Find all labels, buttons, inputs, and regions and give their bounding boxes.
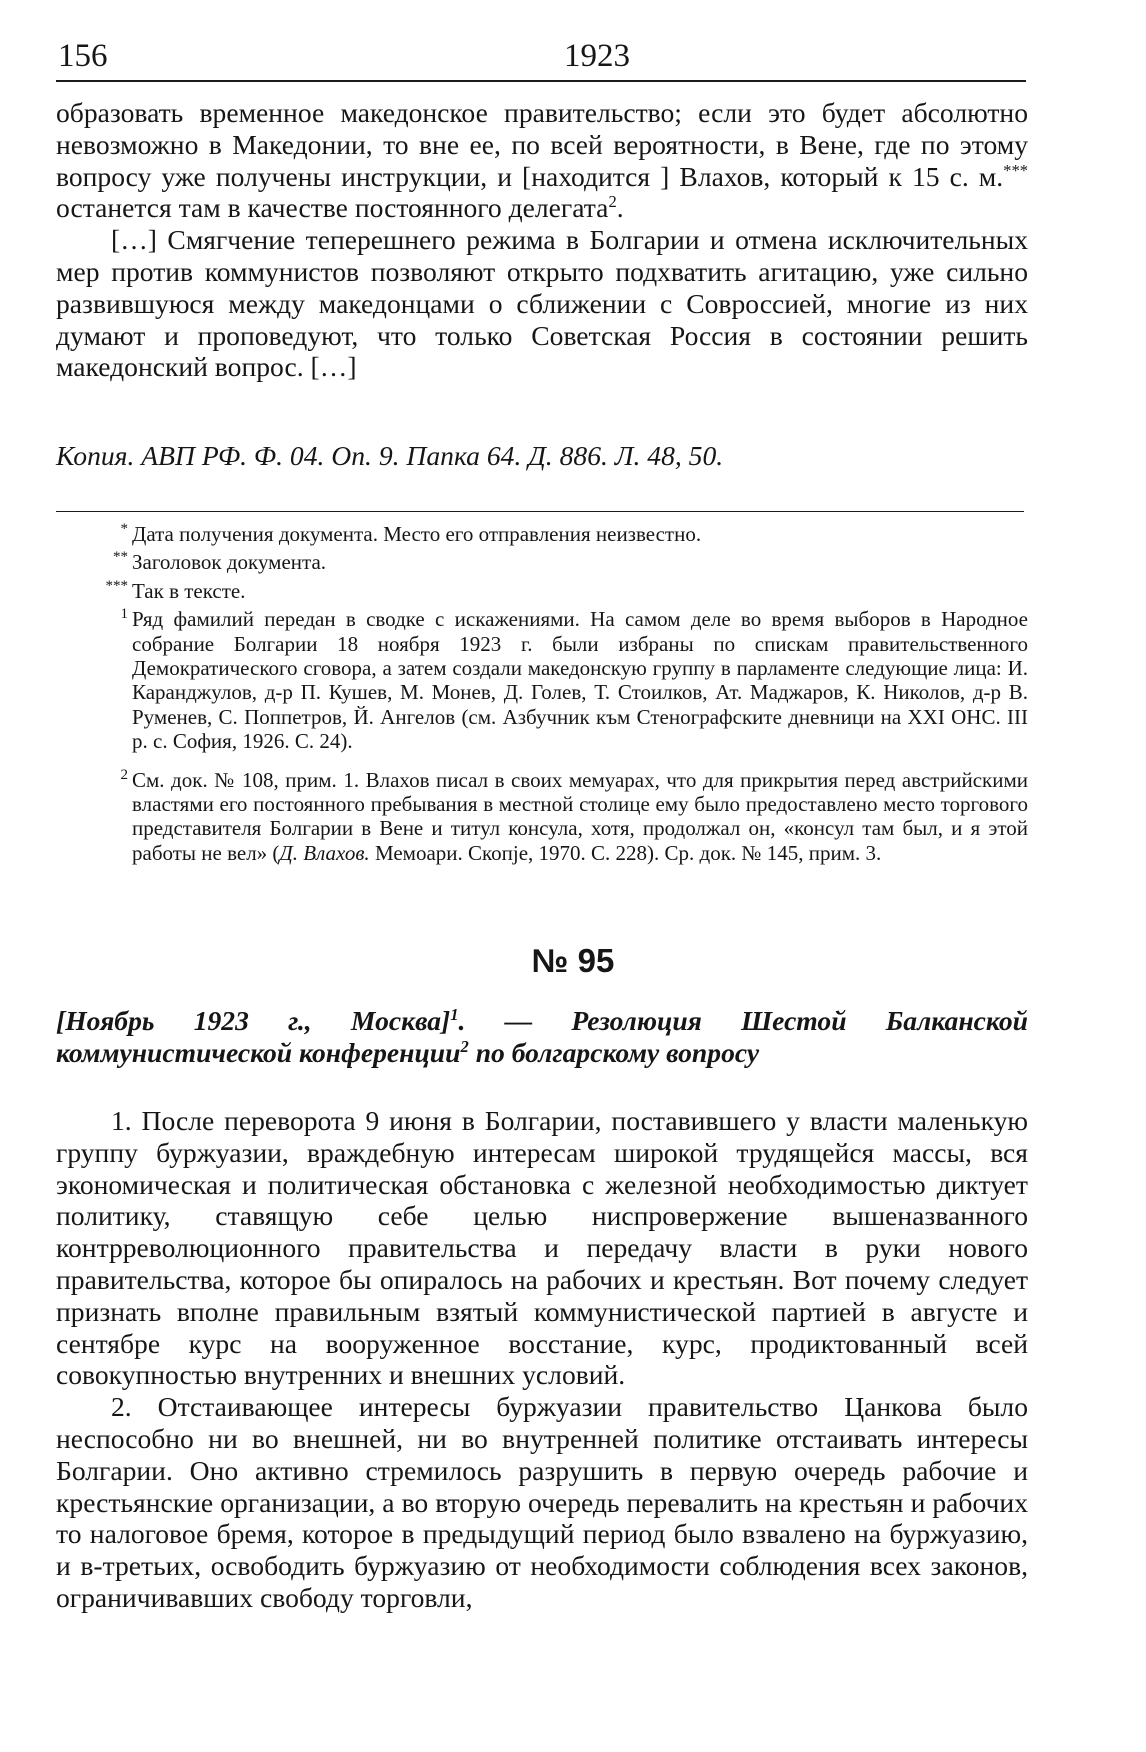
footnote: ** Заголовок документа. <box>56 550 1028 574</box>
paragraph: […] Смягчение теперешнего режима в Болгарии и отмена исключительных мер против коммунистов позволяют открыто подхватить агитацию, уже сильно развившуюся между македонцами о сближении с Совроссией, многие из них думают и проповедуют, что только Советская Россия в состоянии решить македонский вопрос. […] <box>56 224 1028 383</box>
page-header <box>56 36 1026 82</box>
archive-source: Копия. АВП РФ. Ф. 04. Оп. 9. Папка 64. Д. 886. Л. 48, 50. <box>56 440 724 471</box>
footnote-ref: *** <box>1003 160 1028 180</box>
footnote-ref: 2 <box>460 1036 469 1056</box>
footnote: 2 См. док. № 108, прим. 1. Влахов писал в своих мемуарах, что для прикрытия перед австрийскими властями его постоянного пребывания в местной столице ему было предоставлено место торгового представителя Болгарии в Вене и титул консула, хотя, продолжал он, «консул там был, и я этой работы не вел» (Д. Влахов. Мемоари. Скопје, 1970. С. 228). Ср. док. № 145, прим. 3. <box>56 768 1028 866</box>
resolution-point-1: 1. После переворота 9 июня в Болгарии, поставившего у власти маленькую группу буржуазии, враждебную интересам широкой трудящейся массы, вся экономическая и политическая обстановка с железной необходимостью диктует политику, ставящую себе целью ниспровержение вышеназванного контрреволюционного правительства и передачу власти в руки нового правительства, которое бы опиралось на рабочих и крестьян. Вот почему следует признать вполне правильным взятый коммунистической партией в августе и сентябре курс на вооруженное восстание, курс, продиктованный всей совокупностью внутренних и внешних условий. <box>56 1105 1028 1391</box>
footnote-mark: 1 <box>120 606 128 623</box>
footnote: 1 Ряд фамилий передан в сводке с искажениями. На самом деле во время выборов в Народное собрание Болгарии 18 ноября 1923 г. были избраны по спискам правительственного Демократического сговора, а затем создали македонскую группу в парламенте следующие лица: И. Каранджулов, д-р П. Кушев, М. Монев, Д. Голев, Т. Стоилков, Ат. Маджаров, К. Николов, д-р В. Руменев, С. Поппетров, Й. Ангелов (см. Азбучник към Стенографските дневници на XXI ОНС. III р. с. София, 1926. С. 24). <box>56 607 1028 753</box>
running-head-year: 1923 <box>564 38 630 74</box>
footnote-mark: ** <box>113 549 128 566</box>
footnote-divider <box>56 511 1024 512</box>
footnote: * Дата получения документа. Место его отправления неизвестно. <box>56 522 1028 546</box>
document-number: № 95 <box>531 942 615 979</box>
document-title: [Ноябрь 1923 г., Москва]$^1$. — Резолюция Шестой Балканской коммунистической конференции$^2$ по болгарскому вопросу <box>56 1004 1028 1068</box>
footnote-mark: * <box>120 521 128 537</box>
footnote-mark: 2 <box>120 766 128 783</box>
author-name: Д. Влахов. <box>279 840 370 865</box>
footnote: *** Так в тексте. <box>56 579 1028 603</box>
resolution-text <box>56 1105 1028 1614</box>
resolution-point-2: 2. Отстаивающее интересы буржуазии правительство Цанкова было неспособно ни во внешней, ни во внутренней политике отстаивать интересы Болгарии. Оно активно стремилось разрушить в первую очередь рабочие и крестьянские организации, а во вторую очередь перевалить на крестьян и рабочих то налоговое бремя, которое в предыдущий период было взвалено на буржуазию, и в-третьих, освободить буржуазию от необходимости соблюдения всех законов, ограничивавших свободу торговли, <box>56 1391 1028 1613</box>
footnote-ref: 1 <box>450 1004 459 1024</box>
top-body-text <box>56 97 1028 383</box>
paragraph-continuation: образовать временное македонское правительство; если это будет абсолютно невозможно в Македонии, то вне ее, по всей вероятности, в Вене, где по этому вопросу уже получены инструкции, и [находится ] Влахов, который к 15 с. м.*** останется там в качестве постоянного делегата$^2$. <box>56 97 1028 224</box>
footnote-ref: 2 <box>608 192 617 212</box>
page-number: 156 <box>58 38 108 74</box>
footnotes <box>56 522 1028 869</box>
footnote-mark: *** <box>105 577 128 594</box>
